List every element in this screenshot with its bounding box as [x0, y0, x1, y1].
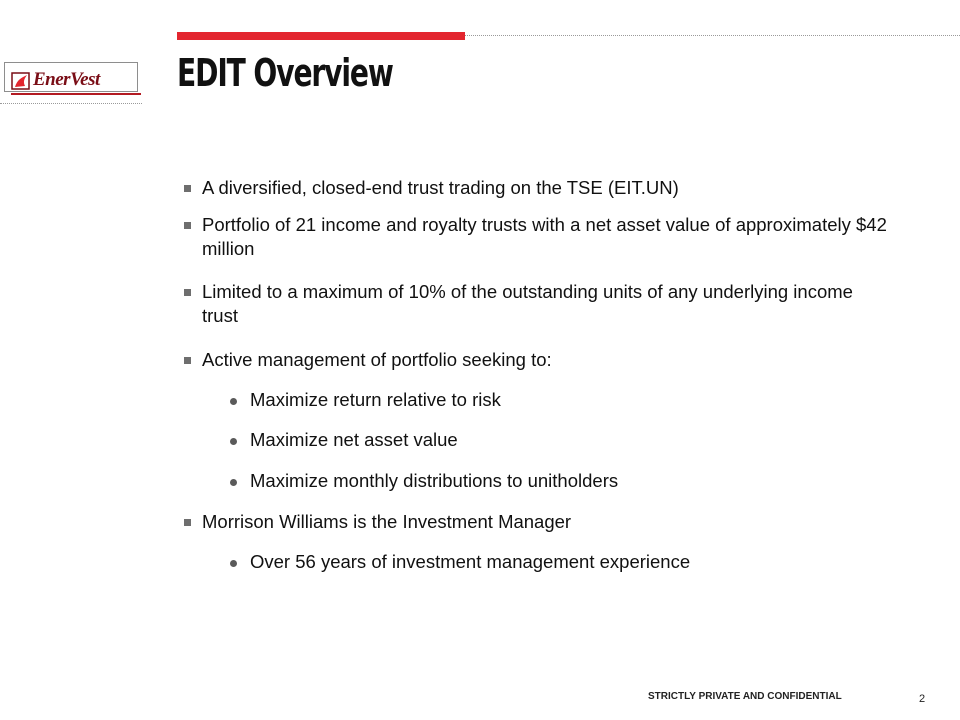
round-bullet-icon [230, 479, 237, 486]
enervest-flame-icon [11, 70, 35, 92]
bullet-text: Limited to a maximum of 10% of the outstanding units of any underlying income trust [202, 281, 853, 326]
sub-bullet-text: Over 56 years of investment management experience [250, 551, 691, 572]
page-title: EDIT Overview [177, 51, 393, 95]
logo-frame [4, 62, 138, 92]
enervest-logo [0, 58, 142, 106]
square-bullet-icon [184, 222, 191, 229]
square-bullet-icon [184, 519, 191, 526]
bullet-text: Morrison Williams is the Investment Manager [202, 511, 572, 532]
round-bullet-icon [230, 560, 237, 567]
sub-bullet-text: Maximize monthly distributions to unitholders [250, 470, 619, 491]
round-bullet-icon [230, 438, 237, 445]
title-accent-bar [177, 32, 465, 40]
header-dotted-rule [465, 35, 960, 36]
logo-underline [11, 93, 141, 95]
bullet-text: Portfolio of 21 income and royalty trusts with a net asset value of approximately $42 million [202, 214, 887, 259]
sub-bullet-text: Maximize net asset value [250, 429, 458, 450]
square-bullet-icon [184, 185, 191, 192]
round-bullet-icon [230, 398, 237, 405]
confidentiality-notice: STRICTLY PRIVATE AND CONFIDENTIAL [648, 691, 842, 702]
page-number: 2 [919, 693, 926, 705]
logo-dotted-rule [0, 103, 142, 104]
bullet-text: Active management of portfolio seeking to: [202, 349, 552, 370]
square-bullet-icon [184, 357, 191, 364]
square-bullet-icon [184, 289, 191, 296]
sub-bullet-text: Maximize return relative to risk [250, 389, 501, 410]
bullet-text: A diversified, closed-end trust trading on the TSE (EIT.UN) [202, 177, 679, 198]
logo-wordmark: EnerVest [33, 69, 100, 90]
